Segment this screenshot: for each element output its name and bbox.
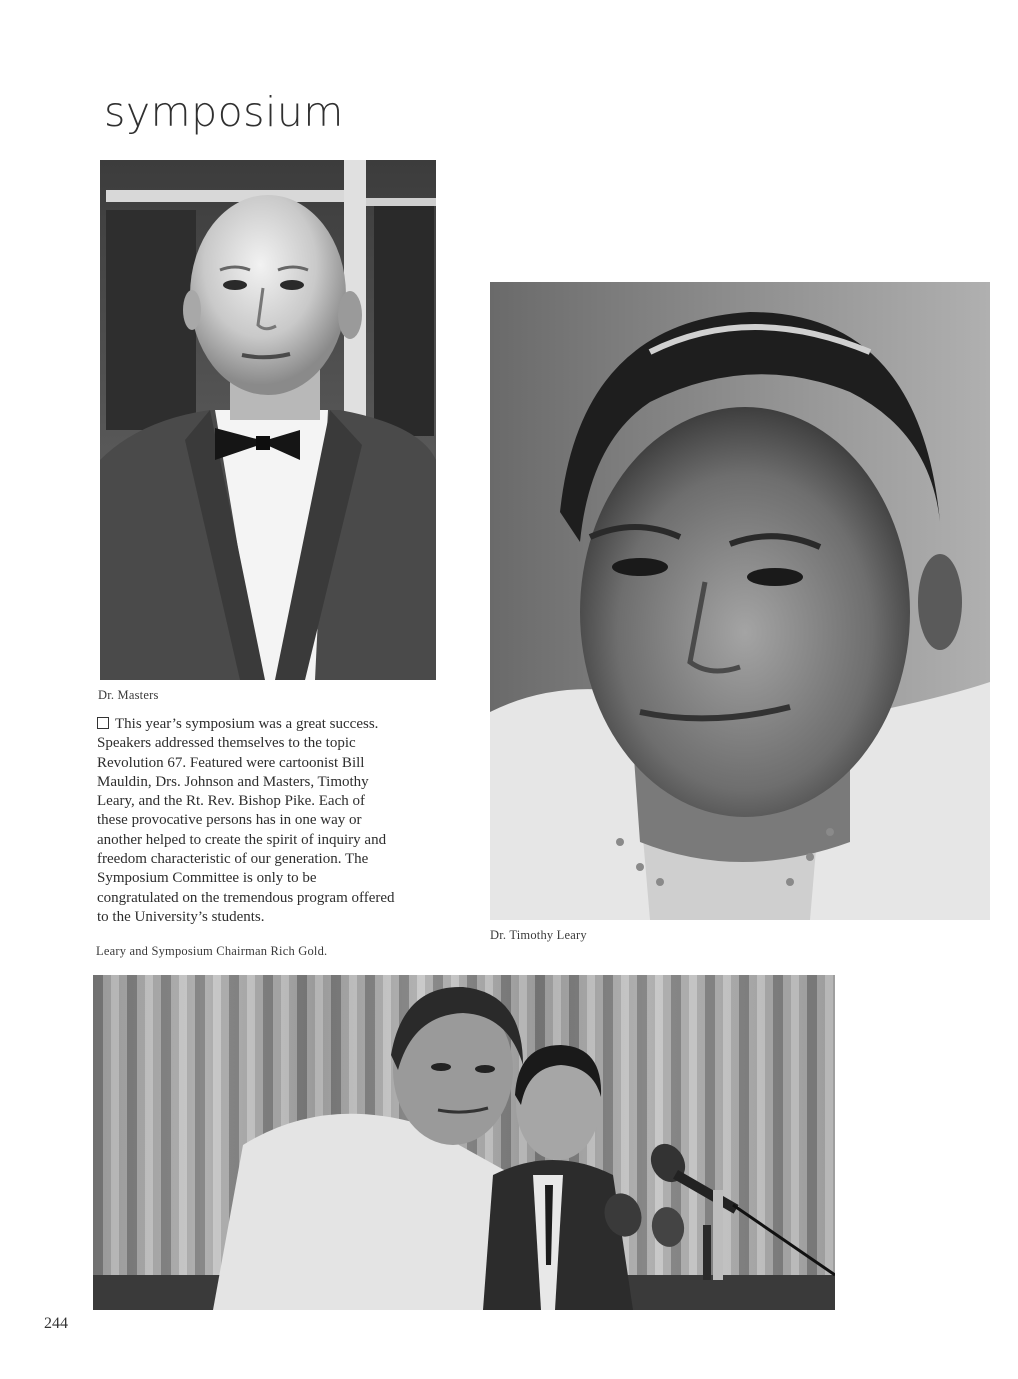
checkbox-bullet-icon bbox=[97, 717, 109, 729]
photo-dr-timothy-leary bbox=[490, 282, 990, 920]
article-body bbox=[97, 715, 442, 927]
article-line-7: another helped to create the spirit of inquiry and bbox=[97, 831, 387, 848]
article-line-6: these provocative persons has in one way or bbox=[97, 812, 362, 829]
article-line-8: freedom characteristic of our generation. The bbox=[97, 851, 369, 868]
article-line-11: to the University’s students. bbox=[97, 908, 265, 925]
article-line-5: Leary, and the Rt. Rev. Bishop Pike. Each of bbox=[97, 793, 365, 810]
page-title: symposium bbox=[104, 88, 344, 136]
article-line-4: Mauldin, Drs. Johnson and Masters, Timothy bbox=[97, 773, 369, 790]
caption-dr-timothy-leary: Dr. Timothy Leary bbox=[490, 928, 587, 942]
portrait-leary-image bbox=[490, 282, 990, 920]
photo-dr-masters bbox=[100, 160, 436, 680]
article-line-1: This year’s symposium was a great success. bbox=[97, 715, 442, 734]
article-line-2: Speakers addressed themselves to the topic bbox=[97, 735, 356, 752]
article-line-10: congratulated on the tremendous program offered bbox=[97, 889, 395, 906]
article-line-9: Symposium Committee is only to be bbox=[97, 870, 317, 887]
press-conference-image bbox=[93, 975, 835, 1310]
photo-press-conference bbox=[93, 975, 835, 1310]
caption-dr-masters: Dr. Masters bbox=[98, 688, 159, 702]
portrait-masters-image bbox=[100, 160, 436, 680]
page-number: 244 bbox=[44, 1315, 68, 1332]
article-line-3: Revolution 67. Featured were cartoonist Bill bbox=[97, 754, 365, 771]
caption-press-conference: Leary and Symposium Chairman Rich Gold. bbox=[96, 944, 328, 958]
